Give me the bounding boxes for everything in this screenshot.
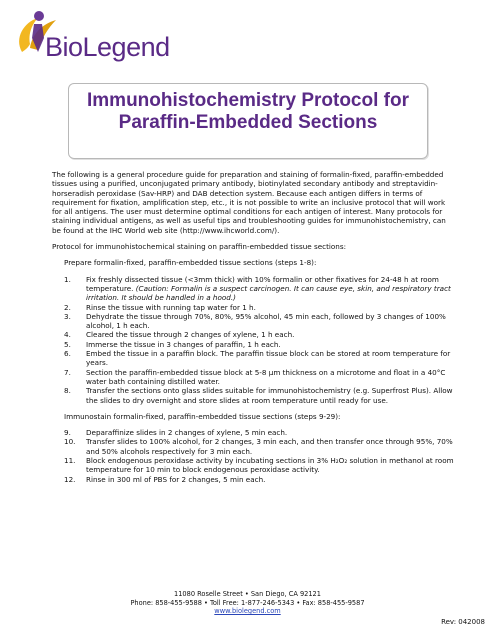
step-number: 7. (64, 367, 71, 377)
stain-heading: Immunostain formalin-fixed, paraffin-embedded tissue sections (steps 9-29): (64, 411, 341, 421)
step-text: Embed the tissue in a paraffin block. The paraffin tissue block can be stored at room temperature for years. (86, 349, 451, 368)
step-text: Fix freshly dissected tissue (<3mm thick) with 10% formalin or other fixatives for 24-48 h at room temperature. (86, 274, 439, 293)
footer-address: 11080 Roselle Street • San Diego, CA 92121 (174, 590, 321, 598)
step-text: Rinse in 300 ml of PBS for 2 changes, 5 min each. (86, 474, 266, 484)
footer-phones: Phone: 858-455-9588 • Toll Free: 1-877-246-5343 • Fax: 858-455-9587 (130, 598, 365, 607)
protocol-intro: Protocol for immunohistochemical staining on paraffin-embedded tissue sections: (52, 242, 347, 252)
step-text: Block endogenous peroxidase activity by incubating sections in 3% H₂O₂ solution in methanol at room temperature for 10 min to block endogenous peroxidase activity. (86, 456, 454, 475)
biolegend-logo (8, 8, 168, 62)
list-item (64, 330, 457, 339)
step-text: Transfer slides to 100% alcohol, for 2 changes, 3 min each, and then transfer once through 95%, 70% and 50% alcohols respectively for 3 min each. (86, 437, 453, 456)
title-box (68, 83, 428, 159)
list-item (64, 456, 457, 475)
prep-heading: Prepare formalin-fixed, paraffin-embedded tissue sections (steps 1-8): (64, 258, 317, 268)
list-item (64, 475, 457, 484)
step-text: Cleared the tissue through 2 changes of xylene, 1 h each. (86, 330, 295, 340)
list-item (64, 349, 457, 368)
list-item (64, 312, 457, 331)
title-line-2: Paraffin-Embedded Sections (118, 112, 378, 133)
step-number: 12. (64, 474, 76, 484)
prep-steps-list (52, 275, 457, 405)
step-text: Immerse the tissue in 3 changes of paraffin, 1 h each. (86, 339, 281, 349)
step-number: 11. (64, 456, 76, 466)
brand-name: BioLegend (45, 32, 170, 62)
step-number: 5. (64, 339, 71, 349)
step-number: 10. (64, 437, 76, 447)
step-number: 2. (64, 302, 71, 312)
list-item (64, 275, 457, 303)
step-text: Rinse the tissue with running tap water for 1 h. (86, 302, 256, 312)
website-link[interactable]: www.biolegend.com (214, 607, 281, 615)
list-item (64, 437, 457, 456)
step-number: 3. (64, 311, 71, 321)
stain-steps-list (52, 428, 457, 484)
step-number: 1. (64, 274, 71, 284)
list-item (64, 340, 457, 349)
list-item (64, 303, 457, 312)
footer (0, 590, 495, 616)
page-title (69, 90, 427, 134)
step-number: 8. (64, 386, 71, 396)
step-number: 9. (64, 428, 71, 438)
list-item (64, 386, 457, 405)
step-text: Deparaffinize slides in 2 changes of xylene, 5 min each. (86, 428, 288, 438)
intro-paragraph: The following is a general procedure guide for preparation and staining of formalin-fixed, paraffin-embedded tissues using a purified, unconjugated primary antibody, biotinylated secondary antibody and streptavidin-horseradish peroxidase (Sav-HRP) and DAB detection system. Because each antigen differs in terms of requirement for fixation, amplification step, etc., it is not possible to write an inclusive protocol that will work for all antigens. The user must determine optimal conditions for each antigen of interest. Many protocols for staining individual antigens, as well as useful tips and troubleshooting guides for immunohistochemistry, can be found at the IHC World web site (http://www.ihcworld.com/). (52, 170, 446, 235)
step-text: Transfer the sections onto glass slides suitable for immunohistochemistry (e.g. Superfrost Plus). Allow the slides to dry overnight and store slides at room temperature until ready for use. (86, 386, 453, 405)
revision-label: Rev: 042008 (441, 618, 485, 626)
list-item (64, 368, 457, 387)
title-line-1: Immunohistochemistry Protocol for (87, 90, 409, 111)
caution-note: (Caution: Formalin is a suspect carcinogen. It can cause eye, skin, and respiratory tract irritation. It should be handled in a hood.) (86, 283, 451, 303)
step-number: 6. (64, 349, 71, 359)
document-body (52, 170, 457, 491)
list-item (64, 428, 457, 437)
step-text: Section the paraffin-embedded tissue block at 5-8 μm thickness on a microtome and float in a 40°C water bath containing distilled water. (86, 367, 446, 386)
step-number: 4. (64, 330, 71, 340)
step-text: Dehydrate the tissue through 70%, 80%, 95% alcohol, 45 min each, followed by 3 changes of 100% alcohol, 1 h each. (86, 311, 446, 331)
